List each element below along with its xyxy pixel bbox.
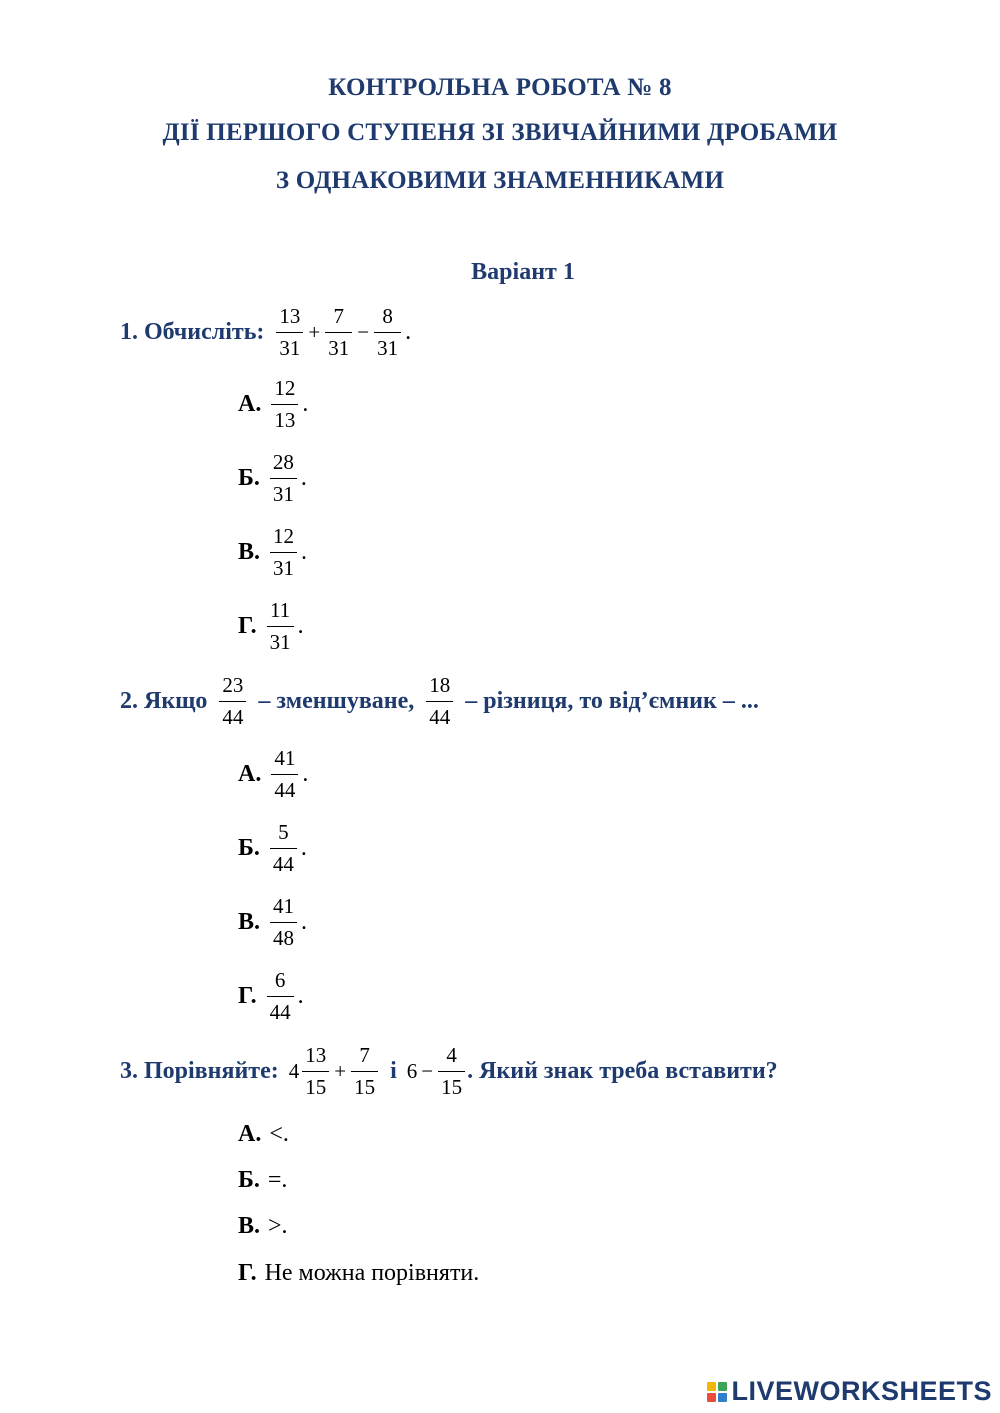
- logo-tiles-icon: [707, 1382, 727, 1402]
- plus-sign: +: [334, 1059, 347, 1083]
- question-3-tail: . Який знак треба вставити?: [467, 1058, 778, 1084]
- question-1-prompt: 1. Обчисліть:: [120, 319, 265, 345]
- answer-option[interactable]: Г. Не можна порівняти.: [238, 1260, 480, 1286]
- title-line-3: З ОДНАКОВИМИ ЗНАМЕННИКАМИ: [275, 167, 725, 194]
- variant-heading: Варіант 1: [471, 259, 575, 285]
- question-2-tail: – різниця, то від’ємник – ...: [465, 688, 759, 714]
- fraction: $\frac{8}{31}$: [374, 306, 401, 359]
- answer-option[interactable]: Б. $\frac{28}{31}$ .: [238, 450, 307, 506]
- fraction: $\frac{41}{44}$: [271, 748, 298, 801]
- answer-option[interactable]: А. <.: [238, 1121, 289, 1147]
- fraction: $\frac{18}{44}$: [426, 675, 453, 728]
- minus-sign: −: [421, 1059, 434, 1083]
- fraction: $\frac{7}{15}$: [351, 1045, 378, 1098]
- question-3-prompt: 3. Порівняйте:: [120, 1058, 279, 1084]
- question-3: 3. Порівняйте: 4 $\frac{13}{15}$ + $\frac{7}{15}$ і 6 − $\frac{4}{15}$ . Який знак треба вставити?: [120, 1043, 778, 1099]
- liveworksheets-logo: [707, 1376, 992, 1407]
- question-1: 1. Обчисліть: $\frac{13}{31}$ + $\frac{7}{31}$ − $\frac{8}{31}$ .: [120, 304, 412, 360]
- answer-option[interactable]: Г. $\frac{6}{44}$ .: [238, 968, 304, 1024]
- minus-sign: −: [357, 320, 370, 344]
- fraction: $\frac{23}{44}$: [219, 675, 246, 728]
- plus-sign: +: [308, 320, 321, 344]
- fraction: $\frac{41}{48}$: [270, 896, 297, 949]
- fraction: $\frac{12}{31}$: [270, 526, 297, 579]
- fraction: $\frac{11}{31}$: [267, 600, 294, 653]
- fraction: $\frac{28}{31}$: [270, 452, 297, 505]
- answer-option[interactable]: Б. $\frac{5}{44}$ .: [238, 820, 307, 876]
- answer-option[interactable]: А. $\frac{12}{13}$ .: [238, 376, 309, 432]
- answer-option[interactable]: А. $\frac{41}{44}$ .: [238, 746, 309, 802]
- question-3-conjunction: і: [390, 1058, 397, 1084]
- question-2-middle: – зменшуване,: [258, 688, 415, 714]
- logo-text: LIVEWORKSHEETS: [731, 1376, 992, 1406]
- fraction: $\frac{4}{15}$: [438, 1045, 465, 1098]
- fraction: $\frac{7}{31}$: [325, 306, 352, 359]
- answer-option[interactable]: В. $\frac{41}{48}$ .: [238, 894, 308, 950]
- fraction: $\frac{13}{15}$: [302, 1045, 329, 1098]
- answer-option[interactable]: В. >.: [238, 1213, 288, 1239]
- fraction: $\frac{12}{13}$: [271, 378, 298, 431]
- question-2-prompt: 2. Якщо: [120, 688, 208, 714]
- answer-option[interactable]: В. $\frac{12}{31}$ .: [238, 524, 308, 580]
- title-line-1: КОНТРОЛЬНА РОБОТА № 8: [328, 74, 672, 101]
- answer-option[interactable]: Б. =.: [238, 1167, 288, 1193]
- fraction: $\frac{13}{31}$: [276, 306, 303, 359]
- fraction: $\frac{6}{44}$: [267, 970, 294, 1023]
- title-line-2: ДІЇ ПЕРШОГО СТУПЕНЯ ЗІ ЗВИЧАЙНИМИ ДРОБАМИ: [162, 119, 838, 146]
- question-2: [120, 675, 759, 728]
- fraction: $\frac{5}{44}$: [270, 822, 297, 875]
- answer-option[interactable]: Г. $\frac{11}{31}$ .: [238, 598, 304, 654]
